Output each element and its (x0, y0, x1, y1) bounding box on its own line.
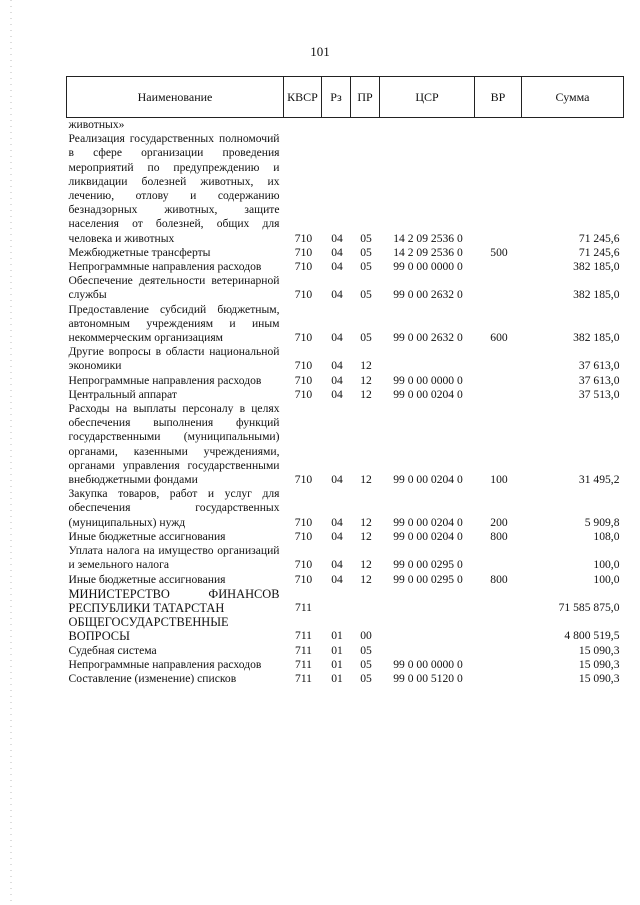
cell-vr (475, 615, 522, 643)
cell-kvsr: 710 (294, 245, 313, 259)
cell-vr: 800 (490, 572, 508, 586)
cell-name: Расходы на выплаты персоналу в целях обеспечения выполнения функций государственными (муниципальными) органами, казенными учреждениями, органами управления государственными внебюджетными фондами (68, 402, 280, 487)
cell-rz: 01 (331, 643, 343, 657)
cell-name: Закупка товаров, работ и услуг для обеспечения государственных (муниципальных) нужд (68, 487, 280, 529)
header-pr: ПР (351, 77, 380, 118)
cell-sum: 37 613,0 (578, 359, 620, 373)
cell-csr: 99 0 00 0000 0 (393, 260, 463, 274)
cell-sum: 100,0 (593, 558, 620, 572)
cell-vr (475, 658, 522, 672)
cell-pr: 12 (360, 572, 372, 586)
cell-kvsr: 710 (294, 288, 313, 302)
cell-kvsr: 710 (294, 359, 313, 373)
cell-kvsr: 710 (294, 515, 313, 529)
cell-vr (475, 132, 522, 246)
cell-csr: 99 0 00 2632 0 (393, 331, 463, 345)
cell-pr: 05 (360, 657, 372, 671)
cell-name: Судебная система (68, 643, 157, 657)
table-row (67, 587, 624, 615)
cell-csr: 14 2 09 2536 0 (393, 245, 463, 259)
cell-name: Иные бюджетные ассигнования (68, 572, 226, 586)
cell-csr: 99 0 00 0000 0 (393, 373, 463, 387)
header-csr: ЦСР (380, 77, 475, 118)
cell-csr: 14 2 09 2536 0 (393, 231, 463, 245)
page-number: 101 (310, 44, 330, 59)
table-row (67, 487, 624, 530)
cell-sum: 71 245,6 (578, 231, 620, 245)
cell-rz: 04 (331, 473, 343, 487)
cell-vr: 500 (490, 245, 508, 259)
cell-rz (322, 587, 351, 615)
cell-kvsr: 710 (294, 558, 313, 572)
cell-csr: 99 0 00 0204 0 (393, 529, 463, 543)
cell-sum: 382 185,0 (573, 288, 620, 302)
cell-rz: 04 (331, 373, 343, 387)
cell-pr: 12 (360, 373, 372, 387)
cell-vr: 800 (490, 529, 508, 543)
cell-kvsr: 711 (295, 657, 312, 671)
cell-rz: 04 (331, 515, 343, 529)
table-row (67, 118, 624, 133)
cell-kvsr: 710 (294, 260, 313, 274)
table-row (67, 303, 624, 346)
cell-sum: 71 245,6 (578, 245, 620, 259)
cell-sum: 4 800 519,5 (564, 629, 620, 643)
cell-vr (475, 544, 522, 572)
cell-kvsr: 710 (294, 529, 313, 543)
cell-kvsr: 711 (295, 643, 312, 657)
table-row (67, 132, 624, 246)
cell-sum: 15 090,3 (578, 657, 620, 671)
cell-name: Предоставление субсидий бюджетным, автономным учреждениям и иным некоммерческим организациям (68, 302, 280, 345)
table-row (67, 530, 624, 544)
cell-pr: 05 (360, 671, 372, 685)
cell-name: Реализация государственных полномочий в сфере организации проведения мероприятий по предупреждению и ликвидации болезней животных, их лечению, отлову и содержанию безнадзорных животных, защите населения от болезней, общих для человека и животных (68, 132, 280, 245)
cell-sum: 5 909,8 (584, 515, 620, 529)
table-row (67, 573, 624, 587)
cell-sum: 37 613,0 (578, 373, 620, 387)
cell-csr: 99 0 00 2632 0 (393, 288, 463, 302)
cell-sum: 15 090,3 (578, 671, 620, 685)
cell-rz: 04 (331, 387, 343, 401)
cell-sum (522, 118, 624, 133)
cell-csr (380, 587, 475, 615)
cell-sum: 382 185,0 (573, 260, 620, 274)
cell-sum: 15 090,3 (578, 643, 620, 657)
cell-name: Составление (изменение) списков (68, 671, 237, 685)
cell-sum: 382 185,0 (573, 331, 620, 345)
cell-name: Уплата налога на имущество организаций и земельного налога (68, 544, 280, 572)
cell-sum: 100,0 (593, 572, 620, 586)
cell-vr (475, 587, 522, 615)
cell-vr: 200 (490, 515, 508, 529)
budget-table (66, 76, 624, 686)
cell-vr (475, 118, 522, 133)
cell-name: Непрограммные направления расходов (68, 260, 262, 274)
cell-sum: 31 495,2 (578, 473, 620, 487)
cell-pr: 05 (360, 260, 372, 274)
cell-sum: 37 513,0 (578, 387, 620, 401)
cell-rz: 01 (331, 671, 343, 685)
cell-pr: 12 (360, 359, 372, 373)
cell-rz: 04 (331, 288, 343, 302)
cell-rz: 04 (331, 245, 343, 259)
table-row (67, 345, 624, 373)
cell-name: Непрограммные направления расходов (68, 657, 262, 671)
cell-vr (475, 260, 522, 274)
cell-pr (351, 118, 380, 133)
cell-csr: 99 0 00 0295 0 (393, 558, 463, 572)
table-row (67, 388, 624, 402)
table-row (67, 544, 624, 572)
table-row (67, 246, 624, 260)
cell-vr (475, 672, 522, 686)
header-kvsr: КВСР (284, 77, 322, 118)
table-header (67, 77, 624, 118)
cell-sum: 71 585 875,0 (558, 600, 620, 614)
cell-pr: 12 (360, 558, 372, 572)
table-row (67, 274, 624, 302)
cell-csr: 99 0 00 0295 0 (393, 572, 463, 586)
scan-margin (10, 0, 12, 905)
table-body (67, 118, 624, 687)
cell-rz: 01 (331, 629, 343, 643)
cell-vr (475, 274, 522, 302)
cell-kvsr: 710 (294, 373, 313, 387)
cell-name: ОБЩЕГОСУДАРСТВЕННЫЕ ВОПРОСЫ (68, 615, 229, 644)
cell-csr: 99 0 00 5120 0 (393, 671, 463, 685)
table-row (67, 402, 624, 487)
cell-pr: 05 (360, 231, 372, 245)
cell-rz (322, 118, 351, 133)
cell-vr: 600 (490, 331, 508, 345)
header-name: Наименование (67, 77, 284, 118)
cell-csr (380, 118, 475, 133)
cell-kvsr: 710 (294, 331, 313, 345)
cell-csr (380, 615, 475, 643)
cell-name: Обеспечение деятельности ветеринарной службы (68, 274, 280, 302)
cell-rz: 04 (331, 359, 343, 373)
table-row (67, 374, 624, 388)
cell-name: Непрограммные направления расходов (68, 373, 262, 387)
cell-vr (475, 345, 522, 373)
table-row (67, 615, 624, 643)
cell-rz: 04 (331, 558, 343, 572)
cell-name: Другие вопросы в области национальной экономики (68, 345, 280, 373)
cell-name: Иные бюджетные ассигнования (68, 529, 226, 543)
cell-csr: 99 0 00 0204 0 (393, 473, 463, 487)
cell-vr (475, 644, 522, 658)
cell-csr (380, 345, 475, 373)
cell-pr: 12 (360, 387, 372, 401)
cell-vr (475, 374, 522, 388)
cell-pr (351, 587, 380, 615)
cell-csr: 99 0 00 0204 0 (393, 515, 463, 529)
cell-sum: 108,0 (593, 529, 620, 543)
table-row (67, 260, 624, 274)
cell-csr: 99 0 00 0204 0 (393, 387, 463, 401)
cell-csr (380, 644, 475, 658)
cell-name: Межбюджетные трансферты (68, 245, 211, 259)
cell-kvsr: 710 (294, 572, 313, 586)
cell-kvsr: 710 (294, 473, 313, 487)
cell-vr (475, 388, 522, 402)
cell-pr: 12 (360, 529, 372, 543)
cell-pr: 05 (360, 288, 372, 302)
cell-kvsr: 711 (295, 600, 312, 614)
cell-pr: 12 (360, 473, 372, 487)
table-row (67, 658, 624, 672)
cell-pr: 00 (360, 629, 372, 643)
cell-pr: 12 (360, 515, 372, 529)
cell-rz: 04 (331, 572, 343, 586)
cell-kvsr: 711 (295, 629, 312, 643)
cell-pr: 05 (360, 331, 372, 345)
cell-name: Центральный аппарат (68, 387, 177, 401)
cell-pr: 05 (360, 245, 372, 259)
header-sum: Сумма (522, 77, 624, 118)
cell-name: животных» (68, 118, 125, 131)
cell-rz: 04 (331, 529, 343, 543)
cell-rz: 04 (331, 331, 343, 345)
cell-kvsr: 710 (294, 231, 313, 245)
cell-name: МИНИСТЕРСТВО ФИНАНСОВ РЕСПУБЛИКИ ТАТАРСТАН (68, 586, 280, 615)
cell-kvsr: 711 (295, 671, 312, 685)
table-row (67, 644, 624, 658)
cell-rz: 04 (331, 231, 343, 245)
cell-rz: 04 (331, 260, 343, 274)
table-row (67, 672, 624, 686)
header-rz: Рз (322, 77, 351, 118)
cell-kvsr: 710 (294, 387, 313, 401)
cell-vr: 100 (490, 473, 508, 487)
cell-pr: 05 (360, 643, 372, 657)
cell-csr: 99 0 00 0000 0 (393, 657, 463, 671)
cell-rz: 01 (331, 657, 343, 671)
header-vr: ВР (475, 77, 522, 118)
cell-kvsr (284, 118, 322, 133)
